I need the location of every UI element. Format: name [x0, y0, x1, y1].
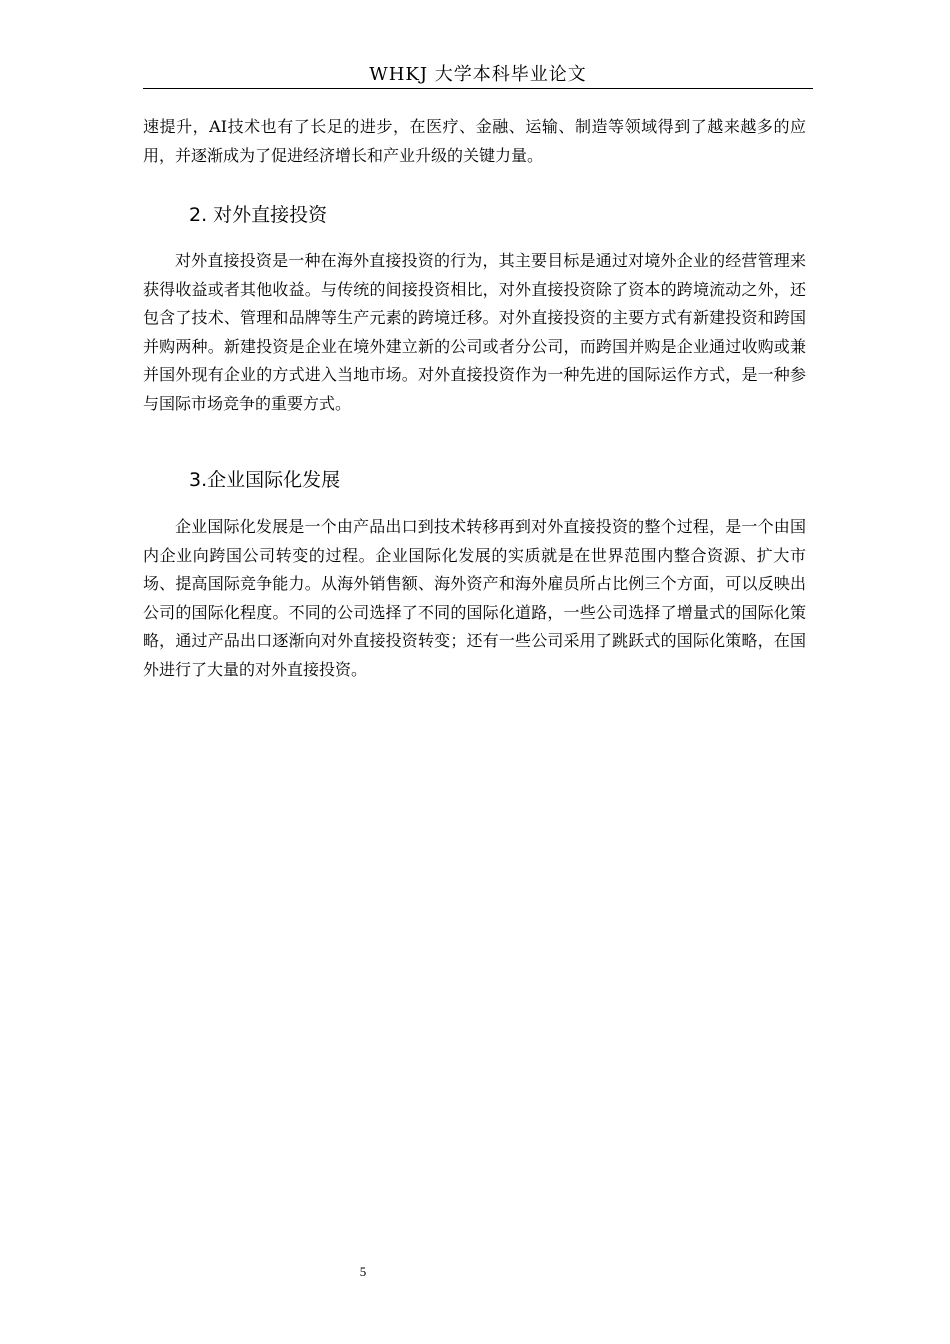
section-heading-fdi: 2. 对外直接投资 — [189, 204, 328, 226]
page-header-title: WHKJ 大学本科毕业论文 — [369, 64, 587, 85]
page-number: 5 — [359, 1264, 367, 1279]
header-divider — [143, 88, 813, 89]
continuation-paragraph: 速提升，AI技术也有了长足的进步，在医疗、金融、运输、制造等领域得到了越来越多的应用，并逐渐成为了促进经济增长和产业升级的关键力量。 — [143, 117, 806, 165]
section-paragraph-internationalization: 企业国际化发展是一个由产品出口到技术转移再到对外直接投资的整个过程，是一个由国内企业向跨国公司转变的过程。企业国际化发展的实质就是在世界范围内整合资源、扩大市场、提高国际竞争能力。从海外销售额、海外资产和海外雇员所占比例三个方面，可以反映出公司的国际化程度。不同的公司选择了不同的国际化道路，一些公司选择了增量式的国际化策略，通过产品出口逐渐向对外直接投资转变；还有一些公司采用了跳跃式的国际化策略，在国外进行了大量的对外直接投资。 — [143, 517, 806, 679]
section-heading-internationalization: 3.企业国际化发展 — [189, 469, 341, 491]
section-paragraph-fdi: 对外直接投资是一种在海外直接投资的行为，其主要目标是通过对境外企业的经营管理来获得收益或者其他收益。与传统的间接投资相比，对外直接投资除了资本的跨境流动之外，还包含了技术、管理和品牌等生产元素的跨境迁移。对外直接投资的主要方式有新建投资和跨国并购两种。新建投资是企业在境外建立新的公司或者分公司，而跨国并购是企业通过收购或兼并国外现有企业的方式进入当地市场。对外直接投资作为一种先进的国际运作方式，是一种参与国际市场竞争的重要方式。 — [143, 251, 806, 413]
